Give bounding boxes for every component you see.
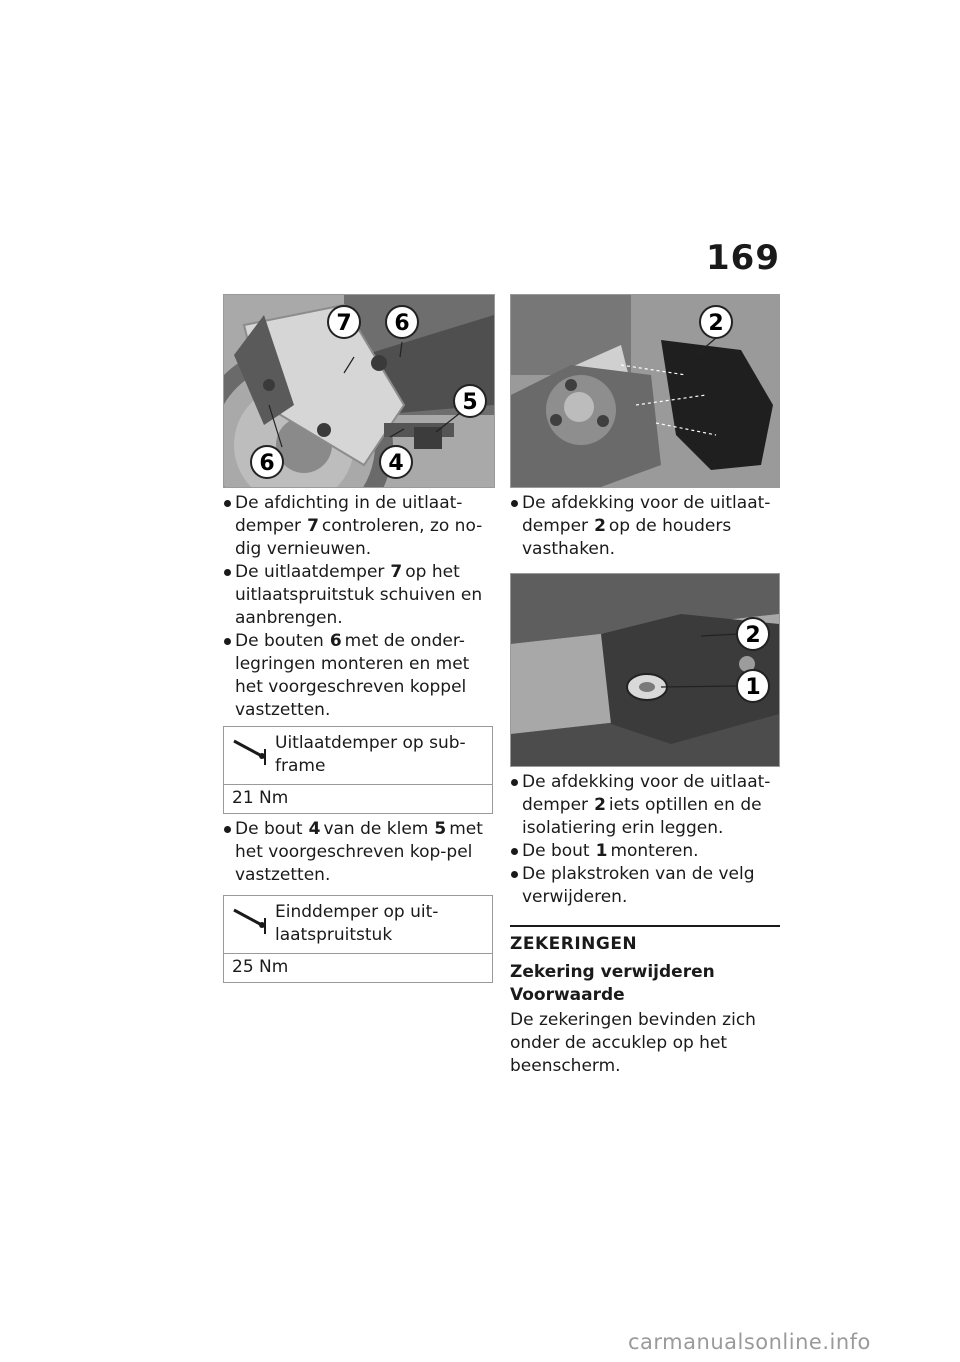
step-list (223, 492, 493, 722)
list-item: De plakstroken van de velg verwijderen. (510, 863, 780, 909)
callout-4: 4 (388, 451, 404, 476)
prerequisite-text: De zekeringen bevinden zich onder de accuklep op het beenscherm. (510, 1010, 756, 1076)
figure-cover-bolt (510, 573, 780, 767)
callout-1: 1 (745, 675, 761, 700)
left-column (223, 492, 493, 987)
callout-5: 5 (462, 390, 478, 415)
torque-label: Einddemper op uit-laatspruitstuk (275, 902, 439, 945)
step-list (510, 492, 780, 561)
torque-wrench-icon (232, 737, 268, 774)
callout-2: 2 (708, 311, 724, 336)
subsection-title: Zekering verwijderen (510, 962, 715, 982)
figure-cover-hooks (510, 294, 780, 488)
list-item: De bouten 6 met de onder-legringen monteren en met het voorgeschreven koppel vastzetten. (223, 630, 493, 722)
torque-spec-box (223, 726, 493, 814)
list-item: De bout 1 monteren. (510, 840, 780, 863)
torque-value: 21 Nm (232, 788, 289, 808)
list-item: De bout 4 van de klem 5 met het voorgeschreven kop-pel vastzetten. (223, 818, 493, 887)
list-item: De uitlaatdemper 7 op het uitlaatspruitstuk schuiven en aanbrengen. (223, 561, 493, 630)
torque-value: 25 Nm (232, 957, 289, 977)
step-list (223, 818, 493, 887)
page-number: 169 (706, 238, 780, 278)
section-title: ZEKERINGEN (510, 934, 638, 954)
figure-muffler (223, 294, 495, 488)
list-item: De afdichting in de uitlaat-demper 7 controleren, zo no-dig vernieuwen. (223, 492, 493, 561)
step-list (510, 771, 780, 909)
callout-2-fig3: 2 (745, 623, 761, 648)
list-item: De afdekking voor de uitlaat-demper 2 iets optillen en de isolatiering erin leggen. (510, 771, 780, 840)
torque-wrench-icon (232, 906, 268, 943)
section-divider (510, 925, 780, 927)
right-column-lower (510, 771, 780, 1078)
torque-spec-box (223, 895, 493, 983)
callout-7: 7 (336, 311, 352, 336)
list-item: De afdekking voor de uitlaat-demper 2 op de houders vasthaken. (510, 492, 780, 561)
torque-label: Uitlaatdemper op sub-frame (275, 733, 466, 776)
right-column (510, 492, 780, 561)
watermark: carmanualsonline.info (628, 1330, 871, 1354)
callout-6: 6 (394, 311, 410, 336)
prerequisite-title: Voorwaarde (510, 985, 625, 1005)
callout-6-lower: 6 (259, 451, 275, 476)
